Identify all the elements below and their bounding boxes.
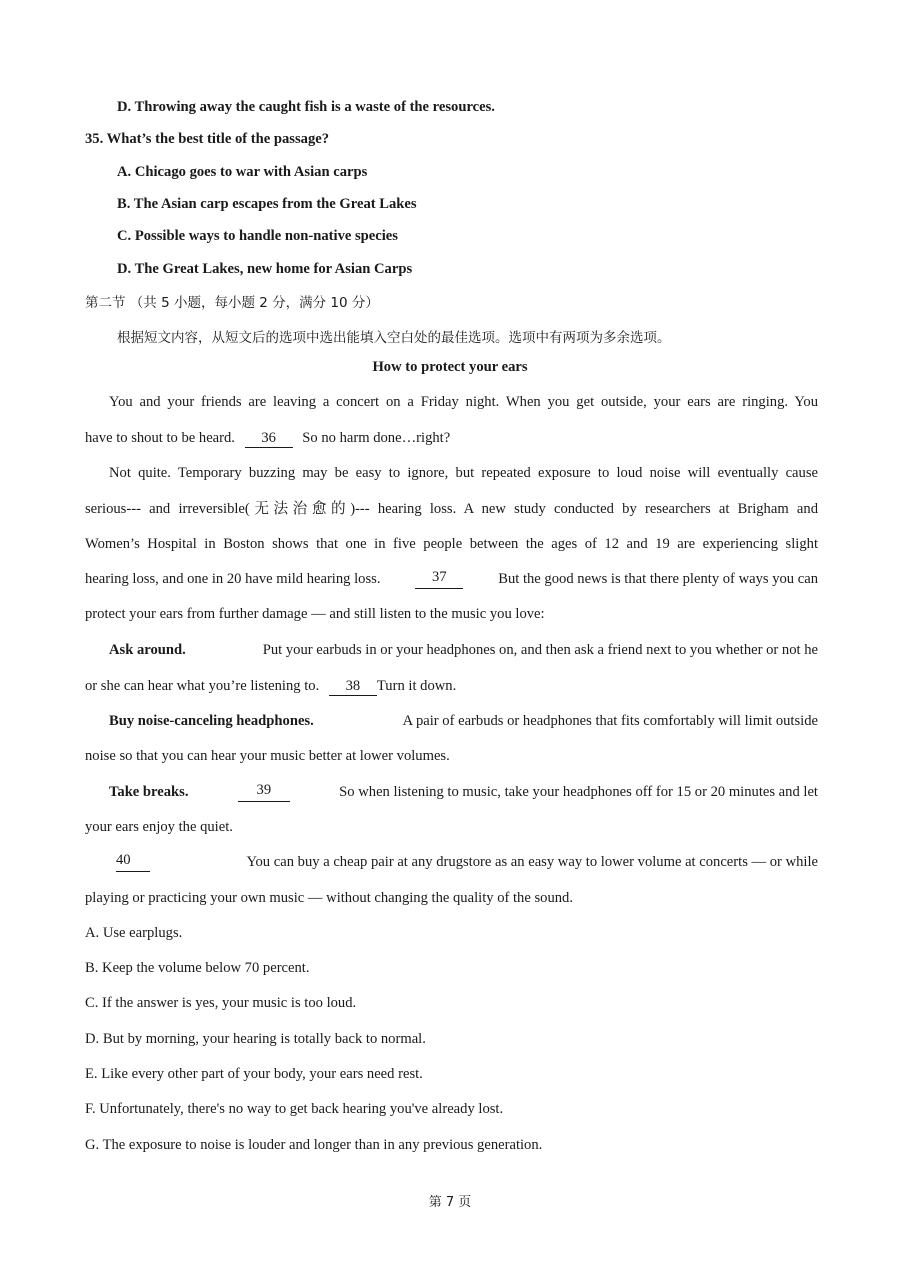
passage-p5-line2: your ears enjoy the quiet. — [85, 819, 233, 835]
passage-text: You can buy a cheap pair at any drugstore as an easy way to lower volume at concerts — or while — [246, 854, 818, 870]
q35-question: 35. What’s the best title of the passage? — [85, 131, 330, 147]
passage-text: But the good news is that there plenty of ways you can — [498, 571, 818, 587]
answer-blank-37: 37 — [415, 569, 463, 589]
q35-option-c: C. Possible ways to handle non-native species — [117, 228, 398, 244]
answer-blank-38: 38 — [329, 678, 377, 696]
passage-p5-line1 — [109, 782, 818, 802]
tip-heading-ask-around: Ask around. — [109, 642, 186, 658]
choice-f: F. Unfortunately, there's no way to get back hearing you've already lost. — [85, 1101, 504, 1117]
passage-p6-line1 — [116, 852, 818, 872]
passage-p4-line1 — [109, 711, 818, 731]
answer-blank-39: 39 — [238, 782, 290, 802]
passage-p1-line2 — [85, 428, 818, 448]
q35-option-a: A. Chicago goes to war with Asian carps — [117, 164, 368, 180]
passage-text: So when listening to music, take your headphones off for 15 or 20 minutes and let — [339, 784, 818, 800]
passage-text: So no harm done…right? — [302, 430, 451, 446]
passage-title: How to protect your ears — [372, 359, 528, 375]
passage-p2-line2: serious--- and irreversible(无法治愈的)--- hearing loss. A new study conducted by researchers at Brigham and — [85, 501, 818, 517]
q35-option-b: B. The Asian carp escapes from the Great Lakes — [117, 196, 417, 212]
passage-p3-line1 — [109, 640, 818, 660]
passage-text: Put your earbuds in or your headphones on, and then ask a friend next to you whether or not he — [262, 642, 818, 658]
passage-text: Turn it down. — [376, 678, 457, 694]
choice-c: C. If the answer is yes, your music is too loud. — [85, 995, 357, 1011]
choice-a: A. Use earplugs. — [85, 925, 183, 941]
passage-text: hearing loss, and one in 20 have mild hearing loss. — [85, 571, 381, 587]
page-number: 第 7 页 — [428, 1195, 472, 1210]
passage-p2-line5: protect your ears from further damage — and still listen to the music you love: — [85, 606, 545, 622]
q34-option-d: D. Throwing away the caught fish is a waste of the resources. — [117, 99, 495, 115]
answer-blank-40: 40 — [116, 852, 150, 872]
tip-heading-headphones: Buy noise-canceling headphones. — [109, 713, 314, 729]
tip-heading-take-breaks: Take breaks. — [109, 784, 189, 800]
passage-p3-line2 — [85, 676, 818, 696]
passage-p4-line2: noise so that you can hear your music better at lower volumes. — [85, 748, 450, 764]
passage-p2-line1: Not quite. Temporary buzzing may be easy to ignore, but repeated exposure to loud noise will eventually cause — [109, 465, 818, 481]
choice-d: D. But by morning, your hearing is totally back to normal. — [85, 1031, 426, 1047]
answer-blank-36: 36 — [245, 430, 293, 448]
passage-p2-line4 — [85, 569, 818, 589]
passage-p1-line1: You and your friends are leaving a concert on a Friday night. When you get outside, your ears are ringing. You — [109, 394, 818, 410]
q35-option-d: D. The Great Lakes, new home for Asian Carps — [117, 261, 413, 277]
section-instruction: 根据短文内容，从短文后的选项中选出能填入空白处的最佳选项。选项中有两项为多余选项。 — [117, 330, 671, 346]
choice-g: G. The exposure to noise is louder and longer than in any previous generation. — [85, 1137, 543, 1153]
section-header: 第二节 （共 5 小题，每小题 2 分，满分 10 分） — [85, 295, 379, 311]
passage-text: have to shout to be heard. — [85, 430, 235, 446]
passage-p6-line2: playing or practicing your own music — without changing the quality of the sound. — [85, 890, 573, 906]
passage-text: A pair of earbuds or headphones that fits comfortably will limit outside — [402, 713, 818, 729]
choice-e: E. Like every other part of your body, your ears need rest. — [85, 1066, 423, 1082]
passage-p2-line3: Women’s Hospital in Boston shows that one in five people between the ages of 12 and 19 are experiencing slight — [85, 536, 818, 552]
passage-text: or she can hear what you’re listening to. — [85, 678, 320, 694]
choice-b: B. Keep the volume below 70 percent. — [85, 960, 310, 976]
